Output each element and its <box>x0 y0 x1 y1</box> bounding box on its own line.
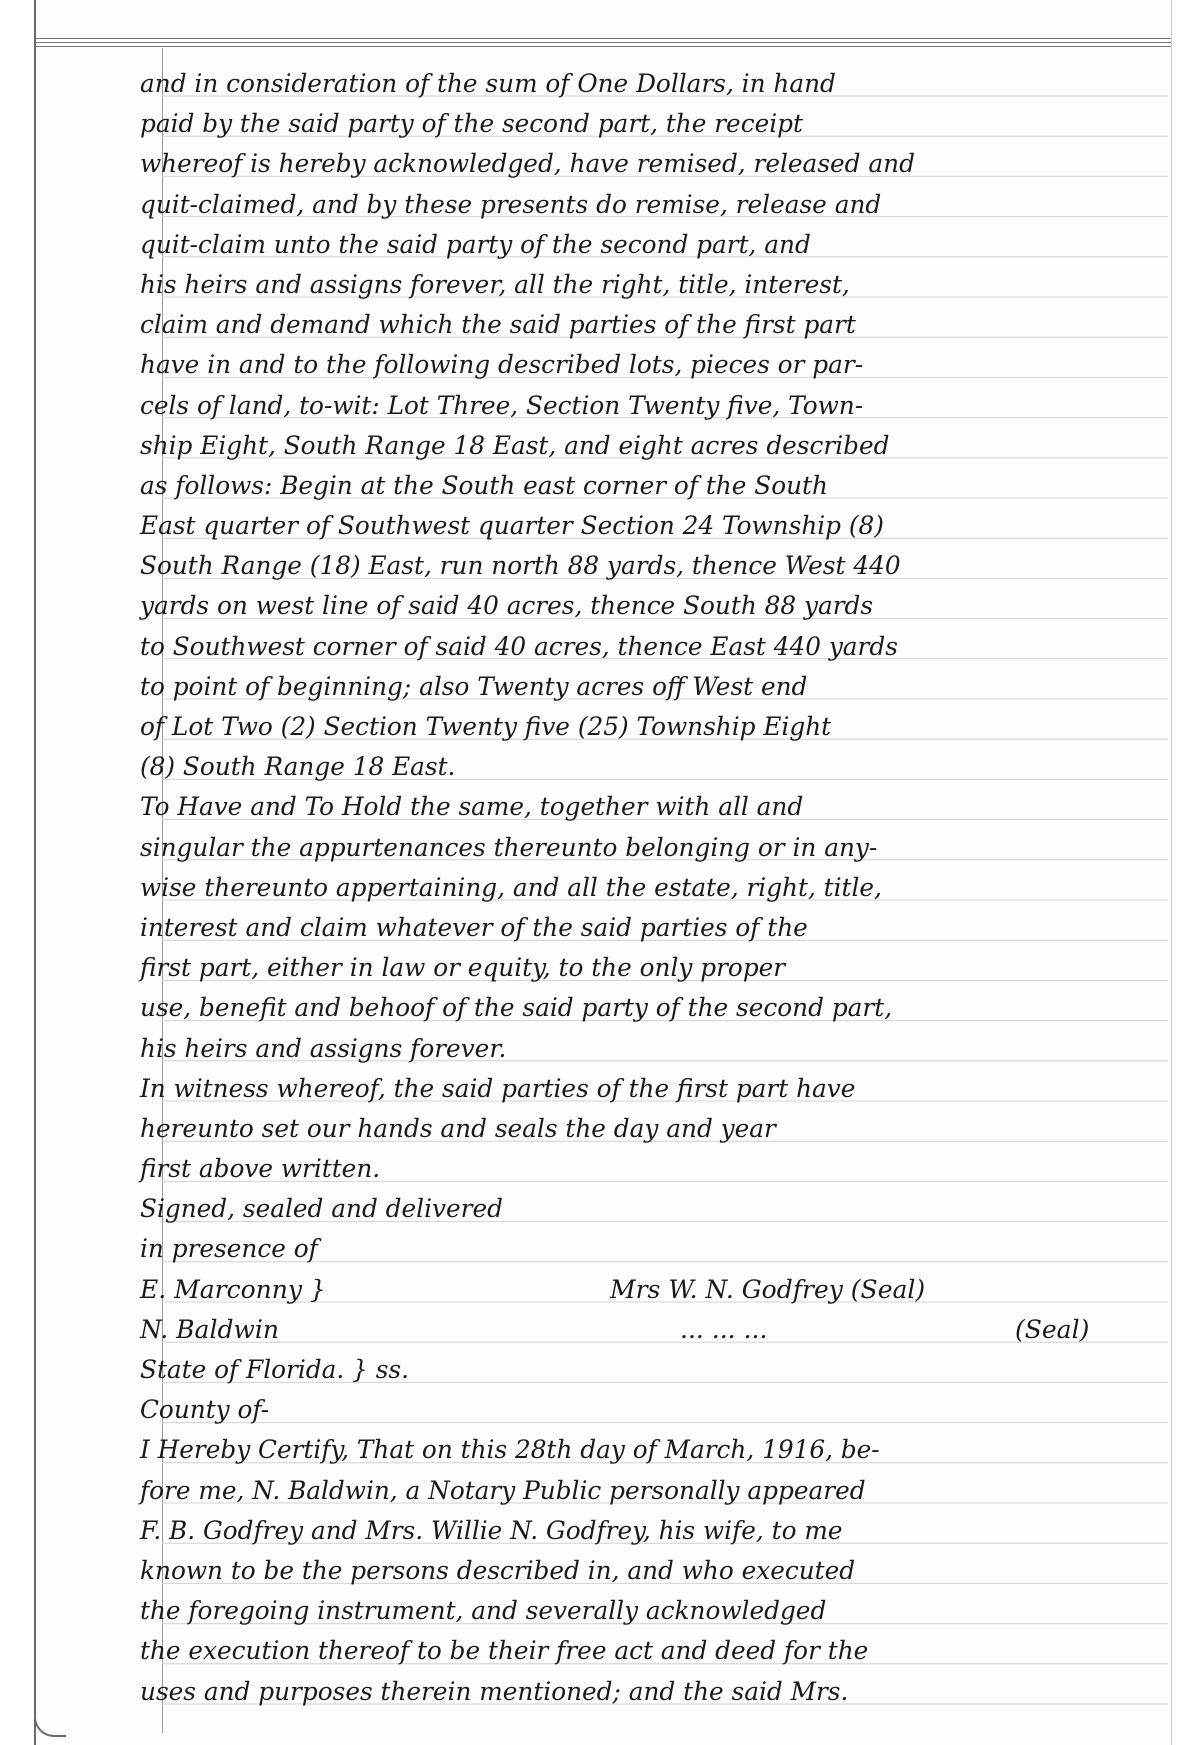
deed-line: whereof is hereby acknowledged, have remised, released and <box>140 149 915 179</box>
witness-name: N. Baldwin <box>140 1314 279 1344</box>
deed-line: paid by the said party of the second part, the receipt <box>140 109 803 139</box>
seal-mark: (Seal) <box>1015 1314 1090 1344</box>
deed-line: claim and demand which the said parties of the first part <box>140 310 856 340</box>
certificate-line: F. B. Godfrey and Mrs. Willie N. Godfrey, his wife, to me <box>140 1515 843 1545</box>
certificate-line: fore me, N. Baldwin, a Notary Public personally appeared <box>140 1475 866 1505</box>
certificate-line: the foregoing instrument, and severally acknowledged <box>140 1596 827 1626</box>
habendum-line: use, benefit and behoof of the said party of the second part, <box>140 993 893 1023</box>
grantor-signature: Mrs W. N. Godfrey (Seal) <box>610 1274 926 1304</box>
deed-line: (8) South Range 18 East. <box>140 752 456 782</box>
witness-clause-line: hereunto set our hands and seals the day and year <box>140 1113 776 1143</box>
handwritten-deed-text <box>140 64 1140 1712</box>
signature-dots: ... ... ... <box>680 1314 768 1344</box>
deed-line: as follows: Begin at the South east corner of the South <box>140 470 828 500</box>
deed-line: his heirs and assigns forever, all the right, title, interest, <box>140 269 850 299</box>
signature-row-1 <box>140 1270 1140 1310</box>
certificate-line: known to be the persons described in, and who executed <box>140 1555 856 1585</box>
deed-line: yards on west line of said 40 acres, thence South 88 yards <box>140 591 874 621</box>
deed-line: of Lot Two (2) Section Twenty five (25) Township Eight <box>140 712 832 741</box>
deed-line: ship Eight, South Range 18 East, and eight acres described <box>140 430 890 460</box>
deed-line: quit-claimed, and by these presents do remise, release and <box>140 189 882 219</box>
habendum-line: interest and claim whatever of the said parties of the <box>140 912 808 942</box>
deed-line: South Range (18) East, run north 88 yards, thence West 440 <box>140 551 901 581</box>
signature-row-2 <box>140 1310 1140 1350</box>
in-presence-line: in presence of <box>140 1234 318 1264</box>
deed-line: quit-claim unto the said party of the second part, and <box>140 229 811 259</box>
certificate-line: I Hereby Certify, That on this 28th day of March, 1916, be- <box>140 1435 880 1465</box>
top-rule-lines <box>36 38 1171 48</box>
witness-clause-line: In witness whereof, the said parties of the first part have <box>140 1073 856 1103</box>
deed-line: and in consideration of the sum of One Dollars, in hand <box>140 69 836 98</box>
deed-line: to point of beginning; also Twenty acres off West end <box>140 671 808 701</box>
certificate-line: uses and purposes therein mentioned; and the said Mrs. <box>140 1676 849 1706</box>
venue-county: County of- <box>140 1395 270 1425</box>
venue-state: State of Florida. } ss. <box>140 1355 409 1384</box>
signed-sealed-line: Signed, sealed and delivered <box>140 1194 503 1224</box>
deed-line: East quarter of Southwest quarter Section 24 Township (8) <box>140 511 884 541</box>
witness-name: E. Marconny } <box>140 1274 326 1304</box>
habendum-line: wise thereunto appertaining, and all the estate, right, title, <box>140 872 882 902</box>
habendum-line: singular the appurtenances thereunto belonging or in any- <box>140 832 878 862</box>
deed-line: cels of land, to-wit: Lot Three, Section Twenty five, Town- <box>140 390 864 420</box>
witness-clause-line: first above written. <box>140 1154 381 1184</box>
deed-line: to Southwest corner of said 40 acres, thence East 440 yards <box>140 631 898 661</box>
habendum-line: first part, either in law or equity, to the only proper <box>140 953 786 983</box>
habendum-line: To Have and To Hold the same, together with all and <box>140 792 804 822</box>
deed-line: have in and to the following described lots, pieces or par- <box>140 350 864 380</box>
habendum-line: his heirs and assigns forever. <box>140 1033 507 1063</box>
certificate-line: the execution thereof to be their free act and deed for the <box>140 1636 869 1666</box>
